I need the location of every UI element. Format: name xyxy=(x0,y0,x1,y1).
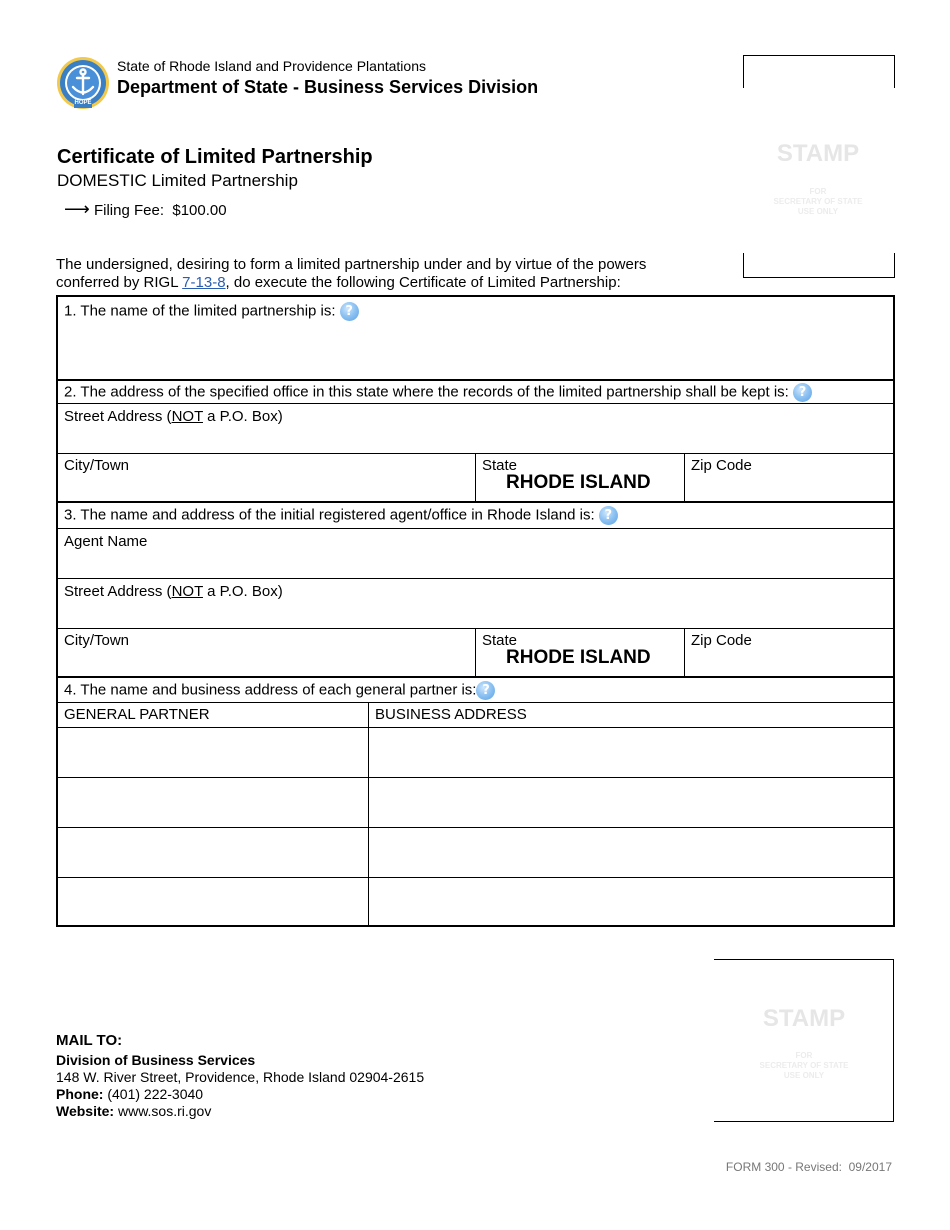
stamp-label: STAMP xyxy=(776,140,860,167)
section-2-header xyxy=(58,381,893,403)
stamp-sub-2: SECRETARY OF STATE xyxy=(773,197,863,206)
col-address-label: BUSINESS ADDRESS xyxy=(375,706,527,723)
partner-name-field[interactable] xyxy=(58,828,369,877)
help-icon[interactable]: ? xyxy=(793,383,812,402)
partner-address-field[interactable] xyxy=(369,728,893,777)
state-line: State of Rhode Island and Providence Plantations xyxy=(117,58,426,74)
stamp-sub-1: FOR xyxy=(795,1051,813,1060)
stamp-corner-top xyxy=(743,55,895,88)
stamp-sub-1: FOR xyxy=(809,187,827,196)
filing-fee xyxy=(64,199,227,220)
stamp-box-top xyxy=(743,55,895,279)
street-label-post: a P.O. Box) xyxy=(202,583,283,600)
mail-phone xyxy=(56,1086,203,1102)
section-3-city-field[interactable] xyxy=(58,629,476,676)
agent-name-label: Agent Name xyxy=(64,533,148,550)
section-3-street-field[interactable] xyxy=(58,579,893,628)
city-label: City/Town xyxy=(64,457,130,474)
state-seal-logo xyxy=(56,56,110,110)
section-3-agent-name-field[interactable] xyxy=(58,529,893,578)
section-3-header xyxy=(58,503,893,528)
form-title: Certificate of Limited Partnership xyxy=(57,146,373,168)
partner-address-field[interactable] xyxy=(369,878,893,925)
section-2-state-field xyxy=(476,454,685,501)
stamp-sub-2: SECRETARY OF STATE xyxy=(759,1061,849,1070)
section-2-label-wrap xyxy=(64,383,812,402)
mail-org: Division of Business Services xyxy=(56,1052,256,1068)
website-label: Website: xyxy=(56,1103,115,1119)
seal-motto: HOPE xyxy=(74,100,92,106)
stamp-corner-bottom xyxy=(743,253,895,278)
partner-address-field[interactable] xyxy=(369,778,893,827)
intro-line-2 xyxy=(56,274,621,291)
section-1-label-wrap xyxy=(64,302,359,321)
state-value: RHODE ISLAND xyxy=(506,647,651,668)
help-icon[interactable]: ? xyxy=(476,681,495,700)
column-header-general-partner xyxy=(58,703,369,727)
street-label xyxy=(64,583,283,600)
section-3-state-field xyxy=(476,629,685,676)
help-icon[interactable]: ? xyxy=(599,506,618,525)
phone-label: Phone: xyxy=(56,1086,104,1102)
partner-name-field[interactable] xyxy=(58,728,369,777)
street-label-pre: Street Address ( xyxy=(64,408,172,425)
section-1-partnership-name[interactable] xyxy=(58,297,893,379)
col-partner-label: GENERAL PARTNER xyxy=(64,706,210,723)
form-subtitle: DOMESTIC Limited Partnership xyxy=(57,171,298,190)
section-3-zip-field[interactable] xyxy=(685,629,893,676)
state-value: RHODE ISLAND xyxy=(506,472,651,493)
section-2-zip-field[interactable] xyxy=(685,454,893,501)
section-3-label: 3. The name and address of the initial registered agent/office in Rhode Island is: xyxy=(64,506,595,524)
stamp-box-bottom xyxy=(714,959,894,1122)
street-label-not: NOT xyxy=(171,583,203,600)
intro-suffix: , do execute the following Certificate of Limited Partnership: xyxy=(225,274,621,291)
column-header-business-address xyxy=(369,703,893,727)
mail-address: 148 W. River Street, Providence, Rhode Island 02904-2615 xyxy=(56,1069,425,1085)
street-label-pre: Street Address ( xyxy=(64,583,172,600)
section-2-street-field[interactable] xyxy=(58,404,893,453)
fee-label: Filing Fee: xyxy=(93,202,165,219)
mail-website xyxy=(56,1103,211,1119)
intro-prefix: conferred by RIGL xyxy=(56,274,183,291)
partner-address-field[interactable] xyxy=(369,828,893,877)
fee-value: $100.00 xyxy=(172,202,227,219)
city-label: City/Town xyxy=(64,632,130,649)
partner-name-field[interactable] xyxy=(58,878,369,925)
section-1-label: 1. The name of the limited partnership is: xyxy=(64,302,336,320)
section-2-label: 2. The address of the specified office in this state where the records of the limited partnership shall be kept is: xyxy=(64,383,789,401)
arrow-right-icon: ⟶ xyxy=(64,199,90,220)
street-label-not: NOT xyxy=(171,408,203,425)
stamp-sub-3: USE ONLY xyxy=(797,207,839,216)
state-label: State xyxy=(482,632,518,649)
mail-to-heading: MAIL TO: xyxy=(56,1032,123,1049)
section-2-city-field[interactable] xyxy=(58,454,476,501)
partner-name-field[interactable] xyxy=(58,778,369,827)
street-label-post: a P.O. Box) xyxy=(202,408,283,425)
statute-link[interactable]: 7-13-8 xyxy=(182,274,226,291)
stamp-label: STAMP xyxy=(762,1005,846,1032)
state-label: State xyxy=(482,457,518,474)
section-3-label-wrap xyxy=(64,506,618,525)
form-table xyxy=(56,295,895,927)
section-4-label-wrap xyxy=(64,681,495,700)
section-4-label: 4. The name and business address of each general partner is: xyxy=(64,681,477,699)
street-label xyxy=(64,408,283,425)
department-title: Department of State - Business Services Division xyxy=(117,77,539,97)
phone-value: (401) 222-3040 xyxy=(107,1086,204,1102)
section-4-header xyxy=(58,678,893,702)
stamp-sub-3: USE ONLY xyxy=(783,1071,825,1080)
help-icon[interactable]: ? xyxy=(340,302,359,321)
intro-line-1: The undersigned, desiring to form a limited partnership under and by virtue of the powers xyxy=(56,256,647,273)
website-value: www.sos.ri.gov xyxy=(117,1103,212,1119)
zip-label: Zip Code xyxy=(691,457,752,474)
form-revision: FORM 300 - Revised: 09/2017 xyxy=(725,1160,892,1174)
zip-label: Zip Code xyxy=(691,632,752,649)
